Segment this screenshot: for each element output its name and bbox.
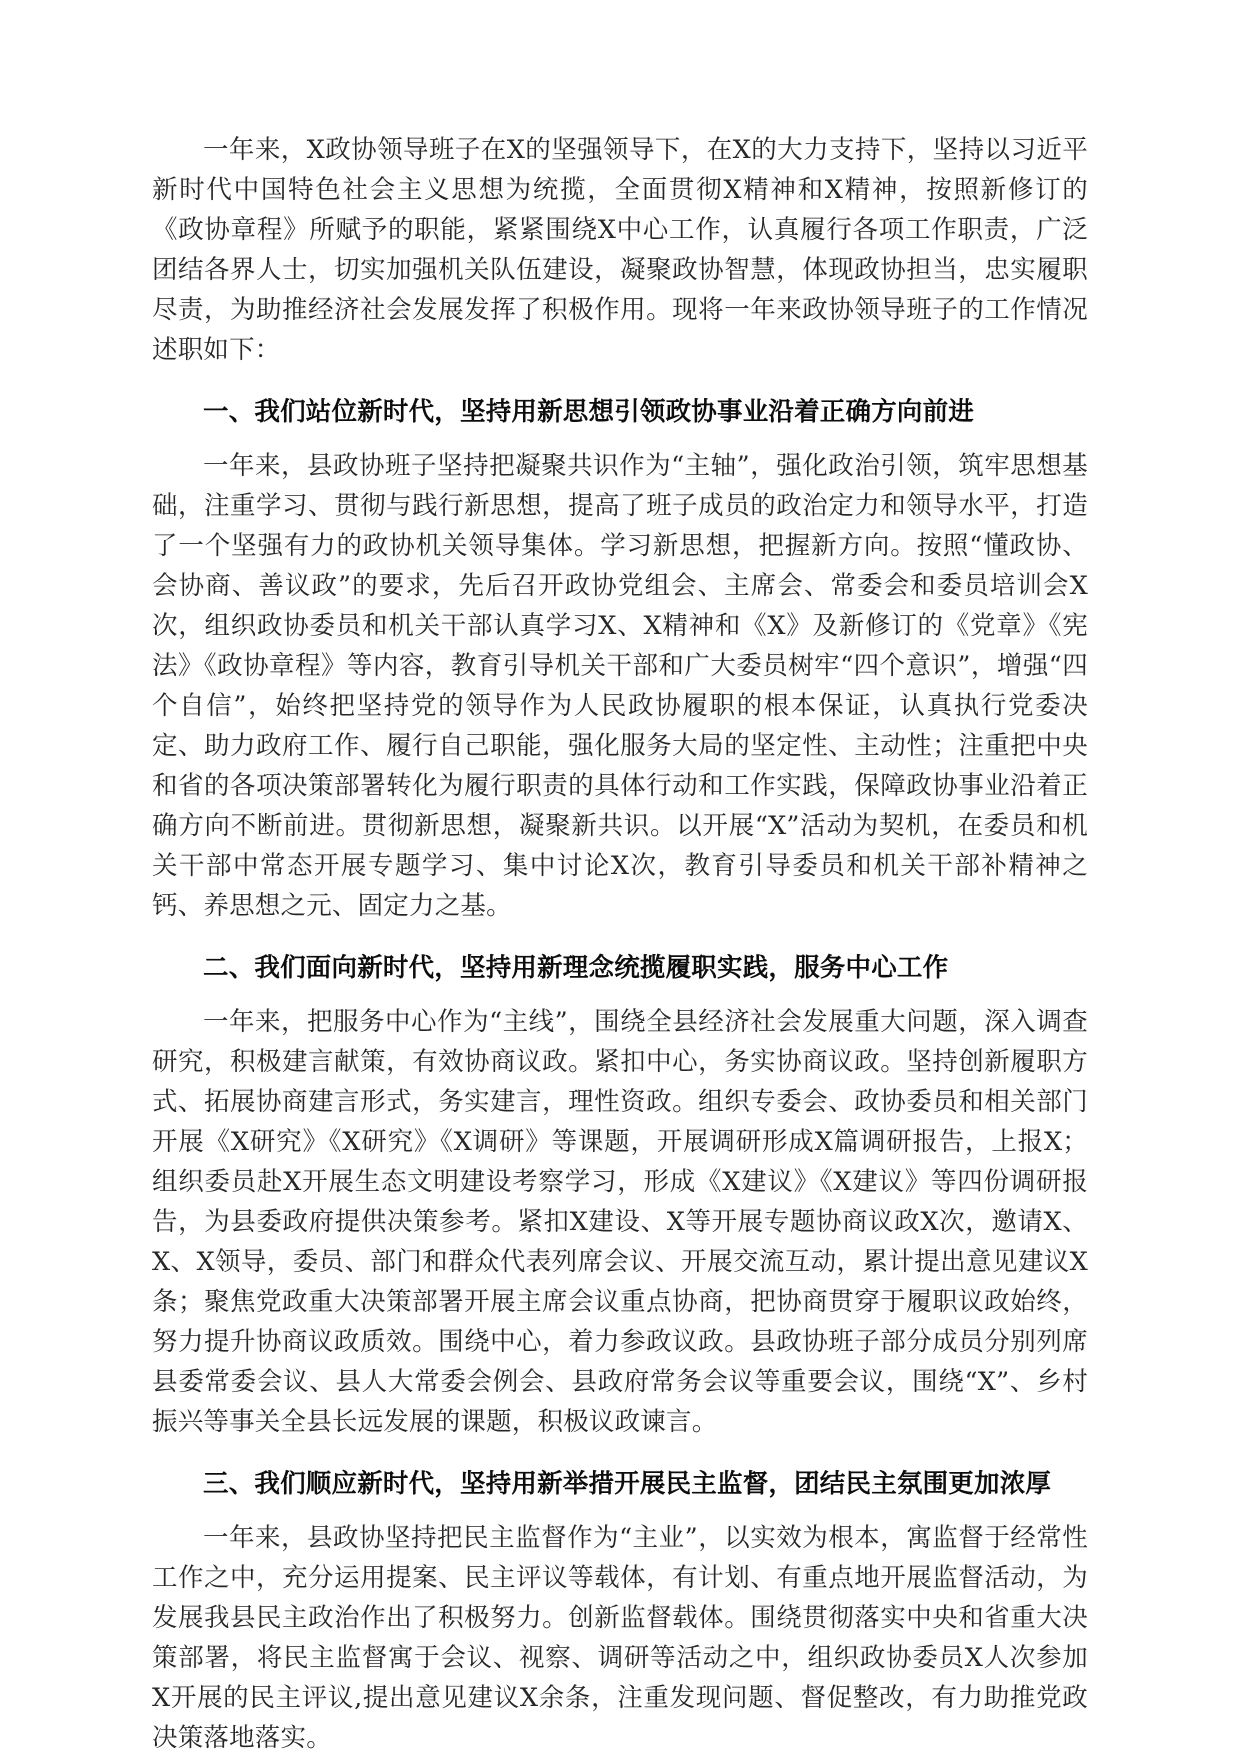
- intro-paragraph: 一年来，X政协领导班子在X的坚强领导下，在X的大力支持下，坚持以习近平新时代中国特色社会主义思想为统揽，全面贯彻X精神和X精神，按照新修订的《政协章程》所赋予的职能，紧紧围绕X中心工作，认真履行各项工作职责，广泛团结各界人士，切实加强机关队伍建设，凝聚政协智慧，体现政协担当，忠实履职尽责，为助推经济社会发展发挥了积极作用。现将一年来政协领导班子的工作情况述职如下：: [152, 135, 1088, 365]
- spacer: [152, 432, 1088, 446]
- section-1-paragraph: 一年来，县政协班子坚持把凝聚共识作为“主轴”，强化政治引领，筑牢思想基础，注重学习、贯彻与践行新思想，提高了班子成员的政治定力和领导水平，打造了一个坚强有力的政协机关领导集体。学习新思想，把握新方向。按照“懂政协、会协商、善议政”的要求，先后召开政协党组会、主席会、常委会和委员培训会X次，组织政协委员和机关干部认真学习X、X精神和《X》及新修订的《党章》《宪法》《政协章程》等内容，教育引导机关干部和广大委员树牢“四个意识”，增强“四个自信”，始终把坚持党的领导作为人民政协履职的根本保证，认真执行党委决定、助力政府工作、履行自己职能，强化服务大局的坚定性、主动性；注重把中央和省的各项决策部署转化为履行职责的具体行动和工作实践，保障政协事业沿着正确方向不断前进。贯彻新思想，凝聚新共识。以开展“X”活动为契机，在委员和机关干部中常态开展专题学习、集中讨论X次，教育引导委员和机关干部补精神之钙、养思想之元、固定力之基。: [152, 451, 1088, 921]
- section-2-paragraph: 一年来，把服务中心作为“主线”，围绕全县经济社会发展重大问题，深入调查研究，积极建言献策，有效协商议政。紧扣中心，务实协商议政。坚持创新履职方式、拓展协商建言形式，务实建言，理性资政。组织专委会、政协委员和相关部门开展《X研究》《X研究》《X调研》等课题，开展调研形成X篇调研报告，上报X；组织委员赴X开展生态文明建设考察学习，形成《X建议》《X建议》等四份调研报告，为县委政府提供决策参考。紧扣X建设、X等开展专题协商议政X次，邀请X、X、X领导，委员、部门和群众代表列席会议、开展交流互动，累计提出意见建议X条；聚焦党政重大决策部署开展主席会议重点协商，把协商贯穿于履职议政始终，努力提升协商议政质效。围绕中心，着力参政议政。县政协班子部分成员分别列席县委常委会议、县人大常委会例会、县政府常务会议等重要会议，围绕“X”、乡村振兴等事关全县长远发展的课题，积极议政谏言。: [152, 1007, 1088, 1437]
- section-1-heading: 一、我们站位新时代，坚持用新思想引领政协事业沿着正确方向前进: [203, 397, 975, 427]
- section-3-paragraph: 一年来，县政协坚持把民主监督作为“主业”，以实效为根本，寓监督于经常性工作之中，充分运用提案、民主评议等载体，有计划、有重点地开展监督活动，为发展我县民主政治作出了积极努力。创新监督载体。围绕贯彻落实中央和省重大决策部署，将民主监督寓于会议、视察、调研等活动之中，组织政协委员X人次参加X开展的民主评议,提出意见建议X余条，注重发现问题、督促整改，有力助推党政决策落地落实。: [152, 1523, 1088, 1753]
- spacer: [152, 370, 1088, 392]
- section-2-heading: 二、我们面向新时代，坚持用新理念统揽履职实践，服务中心工作: [203, 953, 949, 983]
- document-body: [152, 130, 1088, 1758]
- spacer: [152, 1442, 1088, 1464]
- spacer: [152, 988, 1088, 1002]
- spacer: [152, 926, 1088, 948]
- section-3-heading: 三、我们顺应新时代，坚持用新举措开展民主监督，团结民主氛围更加浓厚: [203, 1469, 1052, 1499]
- spacer: [152, 1504, 1088, 1518]
